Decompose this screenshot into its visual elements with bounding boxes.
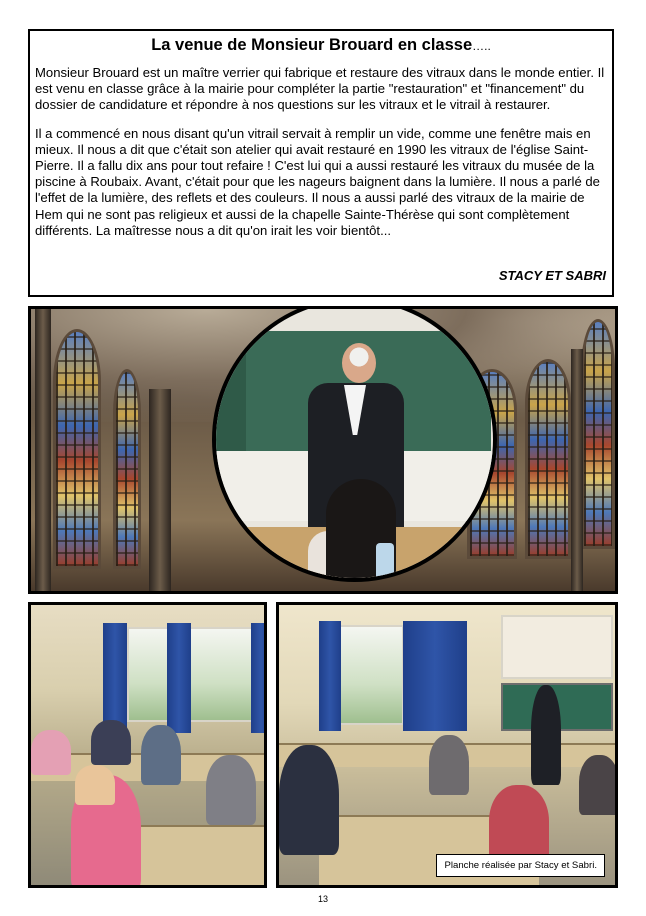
article-title bbox=[35, 35, 607, 56]
student bbox=[429, 735, 469, 795]
church-pillar bbox=[571, 349, 583, 594]
church-pillar bbox=[35, 309, 51, 594]
church-pillar bbox=[149, 389, 171, 594]
student bbox=[489, 785, 549, 865]
blue-curtain bbox=[319, 621, 341, 731]
article-title-dots: ….. bbox=[472, 39, 491, 53]
blue-curtain bbox=[103, 623, 127, 733]
water-bottle bbox=[376, 543, 394, 582]
stained-glass-window bbox=[53, 329, 101, 569]
church-photo bbox=[28, 306, 618, 594]
student bbox=[91, 720, 131, 765]
blue-curtain bbox=[167, 623, 191, 733]
classroom-window bbox=[339, 625, 404, 725]
student bbox=[141, 725, 181, 785]
glass-master-head bbox=[342, 343, 376, 383]
blue-curtain bbox=[403, 621, 467, 731]
stained-glass-window bbox=[113, 369, 141, 569]
stained-glass-window bbox=[581, 319, 615, 549]
classroom-photo-right bbox=[276, 602, 618, 888]
article-paragraph-2: Il a commencé en nous disant qu'un vitrail servait à remplir un vide, comme une fenêtre mais en mieux. Il nous a dit que c'était son atelier qui avait restauré en 1990 les vitraux de l'église Saint-Pierre. Il a fallu dix ans pour tout refaire ! C'est lui qui a aussi restauré les vitraux du musée de la piscine à Roubaix. Avant, c'était pour que les nageurs baignent dans la lumière. Il nous a parlé de l'effet de la lumière, des reflets et des couleurs. Il nous a aussi parlé des vitraux de la mairie de Hem qui ne sont pas religieux et aussi de la chapelle Sainte-Thérèse qui sont complètement différents. La maîtresse nous a dit qu'on irait les voir bientôt... bbox=[35, 125, 600, 238]
chalkboard-side bbox=[216, 341, 246, 451]
classroom-photo-left bbox=[28, 602, 267, 888]
article-box bbox=[28, 29, 614, 297]
classroom-window bbox=[127, 627, 267, 722]
article-title-text: La venue de Monsieur Brouard en classe bbox=[151, 36, 473, 54]
student bbox=[31, 730, 71, 775]
classroom-inset-photo bbox=[212, 306, 497, 582]
glass-master-figure bbox=[531, 685, 561, 785]
student-hair-blonde bbox=[75, 765, 115, 805]
student bbox=[279, 745, 339, 855]
page-number: 13 bbox=[317, 894, 328, 904]
article-paragraph-1: Monsieur Brouard est un maître verrier qui fabrique et restaure des vitraux dans le monde entier. Il est venu en classe grâce à la mairie pour compléter la partie "restauration" et "financement" du dossier de candidature et répondre à nos questions sur les vitraux et le vitrail à restaurer. bbox=[35, 65, 605, 113]
photo-credit-caption: Planche réalisée par Stacy et Sabri. bbox=[436, 854, 605, 877]
student bbox=[579, 755, 618, 815]
blue-curtain bbox=[251, 623, 267, 733]
article-signature: STACY ET SABRI bbox=[498, 268, 606, 283]
wall-posters bbox=[501, 615, 613, 679]
student bbox=[206, 755, 256, 825]
stained-glass-window bbox=[525, 359, 571, 559]
